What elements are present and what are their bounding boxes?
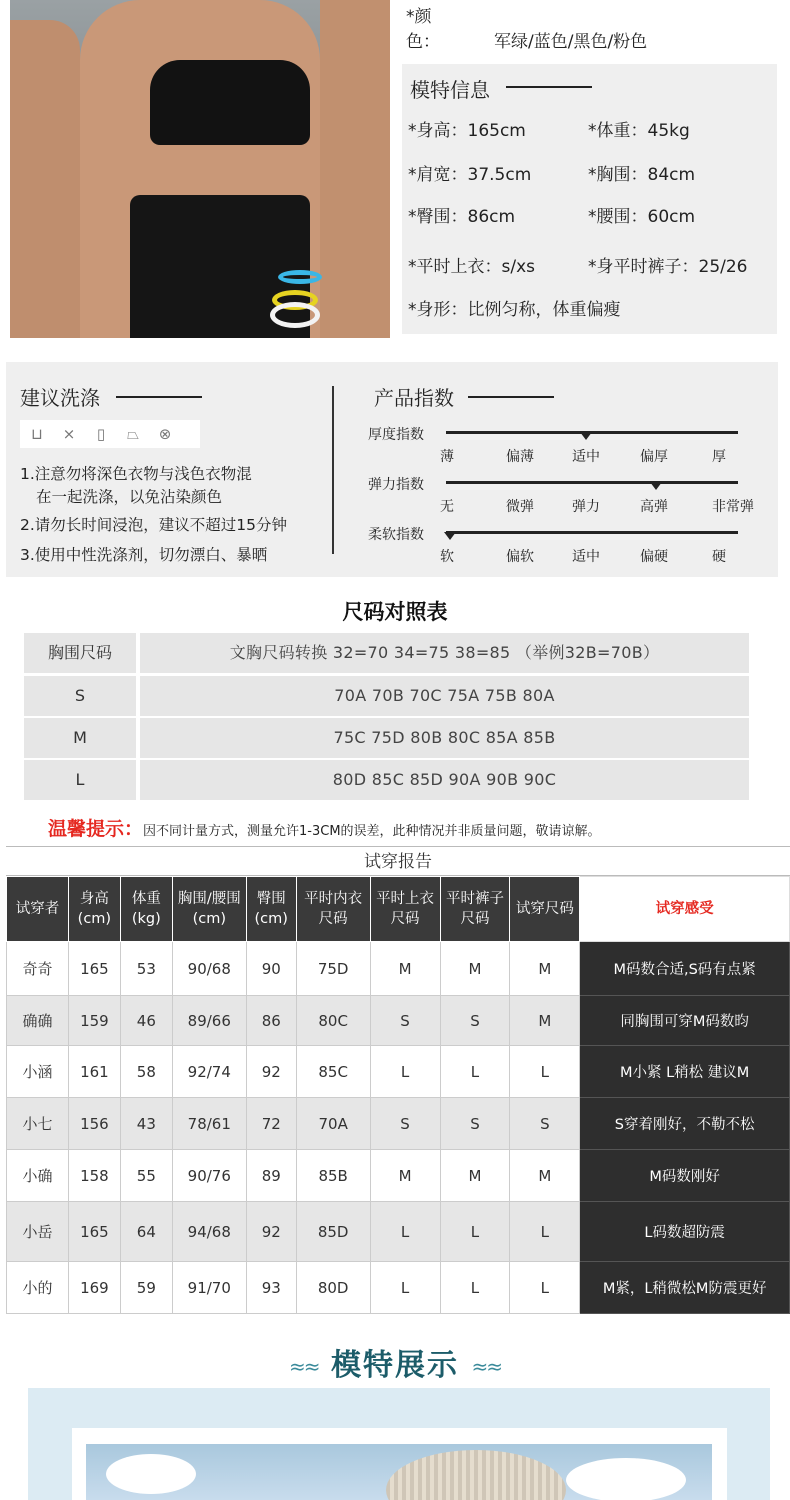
index-marker-icon — [580, 432, 592, 440]
index-title: 产品指数 — [374, 386, 454, 410]
report-cell: 小七 — [7, 1098, 69, 1150]
report-cell: 小确 — [7, 1150, 69, 1202]
index-label: 厚度指数 — [368, 427, 424, 443]
report-cell: 92 — [246, 1202, 296, 1262]
report-header-cell: 平时上衣 尺码 — [370, 877, 440, 942]
index-tick-label: 软 — [440, 549, 454, 565]
report-cell: 158 — [68, 1150, 120, 1202]
size-label: M — [24, 718, 136, 758]
index-bar — [446, 431, 738, 434]
report-header-cell: 平时裤子 尺码 — [440, 877, 510, 942]
report-cell: 55 — [120, 1150, 172, 1202]
vertical-divider — [332, 386, 334, 554]
title-underline — [468, 396, 554, 398]
report-header-cell: 试穿尺码 — [510, 877, 580, 942]
index-tick-label: 硬 — [712, 549, 726, 565]
report-cell: 43 — [120, 1098, 172, 1150]
report-header-cell: 体重 (kg) — [120, 877, 172, 942]
index-label: 柔软指数 — [368, 527, 424, 543]
report-cell: L — [370, 1202, 440, 1262]
report-cell: 78/61 — [172, 1098, 246, 1150]
model-show-title — [0, 1340, 790, 1384]
iron-icon: ⏢ — [126, 425, 139, 443]
no-bleach-icon: ⨯ — [62, 425, 76, 443]
report-cell: 53 — [120, 942, 172, 996]
report-cell: 确确 — [7, 996, 69, 1046]
report-row — [7, 996, 790, 1046]
model-show-photo — [86, 1444, 712, 1500]
report-feedback-cell: S穿着刚好，不勒不松 — [580, 1098, 790, 1150]
report-cell: 161 — [68, 1046, 120, 1098]
size-chart-title: 尺码对照表 — [342, 600, 448, 624]
report-cell: 80D — [296, 1262, 370, 1314]
report-row — [7, 1046, 790, 1098]
report-cell: 159 — [68, 996, 120, 1046]
color-row — [406, 2, 647, 52]
report-cell: 80C — [296, 996, 370, 1046]
model-info-panel — [402, 64, 777, 334]
care-and-index-panel — [6, 362, 778, 577]
report-cell: 64 — [120, 1202, 172, 1262]
index-tick-label: 偏软 — [506, 549, 534, 565]
report-row — [7, 942, 790, 996]
model-hip: *臀围：86cm — [408, 207, 516, 227]
index-bar — [446, 531, 738, 534]
report-row — [7, 1098, 790, 1150]
report-cell: 90/76 — [172, 1150, 246, 1202]
title-underline — [506, 86, 592, 88]
report-cell: 165 — [68, 942, 120, 996]
report-header-cell: 平时内衣 尺码 — [296, 877, 370, 942]
title-underline — [116, 396, 202, 398]
report-title: 试穿报告 — [6, 846, 790, 876]
report-cell: 小涵 — [7, 1046, 69, 1098]
wash-line-1b: 在一起洗涤，以免沾染颜色 — [36, 488, 223, 506]
report-table — [6, 876, 790, 1314]
model-info-title: 模特信息 — [410, 78, 490, 102]
report-cell: 90/68 — [172, 942, 246, 996]
report-feedback-cell: M小紧 L稍松 建议M — [580, 1046, 790, 1098]
report-cell: 奇奇 — [7, 942, 69, 996]
report-cell: 91/70 — [172, 1262, 246, 1314]
model-show-frame — [28, 1388, 770, 1500]
report-cell: M — [510, 1150, 580, 1202]
size-label: L — [24, 760, 136, 800]
report-cell: S — [370, 996, 440, 1046]
size-header-left: 胸围尺码 — [24, 633, 136, 673]
report-cell: 75D — [296, 942, 370, 996]
wash-line-1a: 1.注意勿将深色衣物与浅色衣物混 — [20, 465, 252, 483]
report-cell: 94/68 — [172, 1202, 246, 1262]
wave-right-icon: ≈≈ — [471, 1354, 501, 1379]
report-cell: M — [370, 1150, 440, 1202]
report-cell: 89/66 — [172, 996, 246, 1046]
report-header-cell: 臀围 (cm) — [246, 877, 296, 942]
report-cell: 58 — [120, 1046, 172, 1098]
report-header-cell: 试穿者 — [7, 877, 69, 942]
index-tick-label: 适中 — [572, 449, 600, 465]
model-shoulder: *肩宽：37.5cm — [408, 165, 532, 185]
model-pants-size: *身平时裤子：25/26 — [588, 257, 748, 277]
size-row-m — [24, 718, 749, 758]
report-cell: 86 — [246, 996, 296, 1046]
model-figure: *身形：比例匀称，体重偏瘦 — [408, 300, 621, 320]
report-row — [7, 1202, 790, 1262]
color-label: *颜 色： — [406, 7, 466, 52]
model-weight: *体重：45kg — [588, 121, 690, 141]
report-cell: 小岳 — [7, 1202, 69, 1262]
size-values: 70A 70B 70C 75A 75B 80A — [140, 676, 749, 716]
report-cell: 92/74 — [172, 1046, 246, 1098]
report-feedback-cell: M码数合适,S码有点紧 — [580, 942, 790, 996]
model-waist: *腰围：60cm — [588, 207, 696, 227]
tip-text: 因不同计量方式，测量允许1-3CM的误差，此种情况并非质量问题，敬请谅解。 — [143, 824, 601, 839]
report-row — [7, 1150, 790, 1202]
sports-bra-shape — [150, 60, 310, 145]
index-tick-label: 偏硬 — [640, 549, 668, 565]
wash-line-3: 3.使用中性洗涤剂，切勿漂白、暴晒 — [20, 546, 268, 564]
report-cell: L — [440, 1046, 510, 1098]
tip-label: 温馨提示： — [48, 818, 144, 840]
report-cell: L — [440, 1262, 510, 1314]
index-marker-icon — [650, 482, 662, 490]
size-chart-header-row — [24, 633, 749, 673]
index-tick-label: 高弹 — [640, 499, 668, 515]
model-top-size: *平时上衣：s/xs — [408, 257, 536, 277]
report-cell: M — [510, 942, 580, 996]
index-tick-label: 微弹 — [506, 499, 534, 515]
model-show-text: 模特展示 — [331, 1348, 459, 1383]
report-cell: M — [440, 942, 510, 996]
size-values: 75C 75D 80B 80C 85A 85B — [140, 718, 749, 758]
report-cell: 85D — [296, 1202, 370, 1262]
report-cell: S — [370, 1098, 440, 1150]
care-icons — [20, 420, 200, 448]
index-tick-label: 偏厚 — [640, 449, 668, 465]
report-cell: 72 — [246, 1098, 296, 1150]
size-row-l — [24, 760, 749, 800]
report-cell: 89 — [246, 1150, 296, 1202]
size-header-right: 文胸尺码转换 32=70 34=75 38=85 （举例32B=70B） — [140, 633, 749, 673]
color-value: 军绿/蓝色/黑色/粉色 — [494, 32, 648, 52]
report-cell: M — [370, 942, 440, 996]
report-cell: S — [440, 996, 510, 1046]
report-feedback-cell: M紧，L稍微松M防震更好 — [580, 1262, 790, 1314]
size-label: S — [24, 676, 136, 716]
report-feedback-cell: 同胸围可穿M码数昀 — [580, 996, 790, 1046]
report-cell: 46 — [120, 996, 172, 1046]
report-header-cell: 身高 (cm) — [68, 877, 120, 942]
report-header-cell: 胸围/腰围 (cm) — [172, 877, 246, 942]
index-bar — [446, 481, 738, 484]
report-cell: L — [370, 1046, 440, 1098]
index-tick-label: 偏薄 — [506, 449, 534, 465]
index-tick-label: 适中 — [572, 549, 600, 565]
index-tick-label: 无 — [440, 499, 454, 515]
wash-40-icon: ⊔ — [31, 425, 43, 443]
report-cell: 小的 — [7, 1262, 69, 1314]
report-cell: 92 — [246, 1046, 296, 1098]
model-height: *身高：165cm — [408, 121, 526, 141]
report-cell: L — [510, 1202, 580, 1262]
report-cell: 156 — [68, 1098, 120, 1150]
report-cell: 59 — [120, 1262, 172, 1314]
index-label: 弹力指数 — [368, 477, 424, 493]
straw-hat-shape — [386, 1450, 566, 1500]
index-tick-label: 弹力 — [572, 499, 600, 515]
wash-line-2: 2.请勿长时间浸泡，建议不超过15分钟 — [20, 516, 288, 534]
report-cell: L — [510, 1046, 580, 1098]
report-cell: 85C — [296, 1046, 370, 1098]
report-cell: 85B — [296, 1150, 370, 1202]
report-cell: L — [370, 1262, 440, 1314]
report-cell: 169 — [68, 1262, 120, 1314]
report-header-cell: 试穿感受 — [580, 877, 790, 942]
index-tick-label: 厚 — [712, 449, 726, 465]
wave-left-icon: ≈≈ — [289, 1354, 319, 1379]
size-values: 80D 85C 85D 90A 90B 90C — [140, 760, 749, 800]
report-cell: M — [510, 996, 580, 1046]
no-dry-clean-icon: ⊗ — [158, 425, 172, 443]
report-cell: M — [440, 1150, 510, 1202]
report-row — [7, 1262, 790, 1314]
wash-title: 建议洗涤 — [20, 386, 100, 410]
report-cell: L — [440, 1202, 510, 1262]
report-cell: 93 — [246, 1262, 296, 1314]
report-feedback-cell: L码数超防震 — [580, 1202, 790, 1262]
report-cell: L — [510, 1262, 580, 1314]
report-cell: 90 — [246, 942, 296, 996]
size-row-s — [24, 676, 749, 716]
model-bust: *胸围：84cm — [588, 165, 696, 185]
report-cell: 70A — [296, 1098, 370, 1150]
report-cell: 165 — [68, 1202, 120, 1262]
index-tick-label: 非常弹 — [712, 499, 754, 515]
index-marker-icon — [444, 532, 456, 540]
warm-tip — [48, 814, 601, 841]
dry-icon: ▯ — [96, 425, 106, 443]
report-cell: S — [510, 1098, 580, 1150]
model-photo — [10, 0, 390, 338]
index-tick-label: 薄 — [440, 449, 454, 465]
report-cell: S — [440, 1098, 510, 1150]
report-feedback-cell: M码数刚好 — [580, 1150, 790, 1202]
